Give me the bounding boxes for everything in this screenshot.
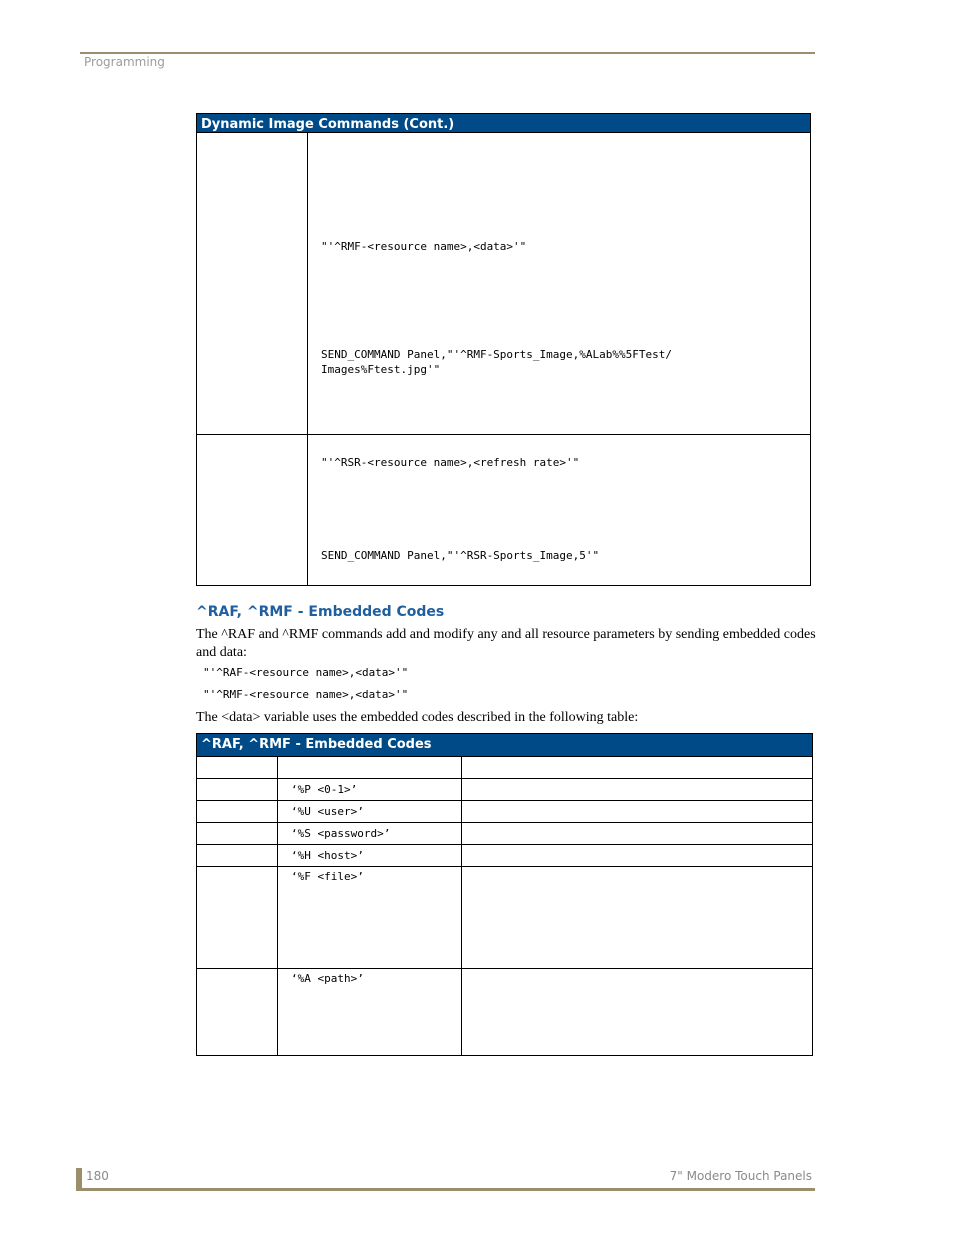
command-description-cell xyxy=(308,435,811,586)
embedded-codes-table xyxy=(196,733,813,1056)
cell xyxy=(462,779,813,801)
cell xyxy=(462,845,813,867)
code-cell xyxy=(278,779,462,801)
table-row xyxy=(197,823,813,845)
table-header-row xyxy=(197,757,813,779)
header-cell xyxy=(278,757,462,779)
cell xyxy=(197,969,278,1056)
code-text: ‘%A <path>’ xyxy=(291,972,364,985)
code-cell xyxy=(278,823,462,845)
cell xyxy=(197,779,278,801)
document-title: 7" Modero Touch Panels xyxy=(669,1169,812,1183)
code-cell xyxy=(278,969,462,1056)
section-heading: ^RAF, ^RMF - Embedded Codes xyxy=(196,604,445,620)
footer-rule xyxy=(80,1188,815,1191)
cell xyxy=(462,969,813,1056)
header-rule xyxy=(80,52,815,54)
table-row xyxy=(197,867,813,969)
command-name-cell xyxy=(197,133,308,435)
cell xyxy=(197,801,278,823)
code-text: ‘%F <file>’ xyxy=(291,870,364,883)
data-variable-paragraph: The <data> variable uses the embedded codes described in the following table: xyxy=(196,710,639,725)
example-code: SEND_COMMAND Panel,"'^RSR-Sports_Image,5'" xyxy=(321,549,600,562)
cell xyxy=(197,823,278,845)
cell xyxy=(462,801,813,823)
code-text: ‘%H <host>’ xyxy=(291,849,364,862)
dynamic-image-commands-table xyxy=(196,113,811,586)
table-row xyxy=(197,845,813,867)
code-text: ‘%P <0-1>’ xyxy=(291,783,358,796)
syntax-code: "'^RMF-<resource name>,<data>'" xyxy=(321,240,527,253)
intro-paragraph: The ^RAF and ^RMF commands add and modify any and all resource parameters by sending embedded codes and data: xyxy=(196,627,816,660)
table-title: ^RAF, ^RMF - Embedded Codes xyxy=(197,734,813,757)
cell xyxy=(197,845,278,867)
cell xyxy=(462,823,813,845)
table-title: Dynamic Image Commands (Cont.) xyxy=(197,114,811,133)
example-code: SEND_COMMAND Panel,"'^RMF-Sports_Image,%ALab%%5FTest/ Images%Ftest.jpg'" xyxy=(321,348,672,376)
header-cell xyxy=(462,757,813,779)
code-text: ‘%S <password>’ xyxy=(291,827,391,840)
running-head: Programming xyxy=(84,55,165,69)
cell xyxy=(197,867,278,969)
code-cell xyxy=(278,845,462,867)
syntax-code: "'^RSR-<resource name>,<refresh rate>'" xyxy=(321,456,580,469)
table-row xyxy=(197,969,813,1056)
table-row xyxy=(197,779,813,801)
code-cell xyxy=(278,867,462,969)
command-description-cell xyxy=(308,133,811,435)
command-name-cell xyxy=(197,435,308,586)
code-text: ‘%U <user>’ xyxy=(291,805,364,818)
header-cell xyxy=(197,757,278,779)
table-row xyxy=(197,133,811,435)
page-number: 180 xyxy=(86,1169,109,1183)
raf-syntax: "'^RAF-<resource name>,<data>'" xyxy=(203,666,409,679)
rmf-syntax: "'^RMF-<resource name>,<data>'" xyxy=(203,688,409,701)
code-cell xyxy=(278,801,462,823)
table-row xyxy=(197,801,813,823)
table-row xyxy=(197,435,811,586)
cell xyxy=(462,867,813,969)
